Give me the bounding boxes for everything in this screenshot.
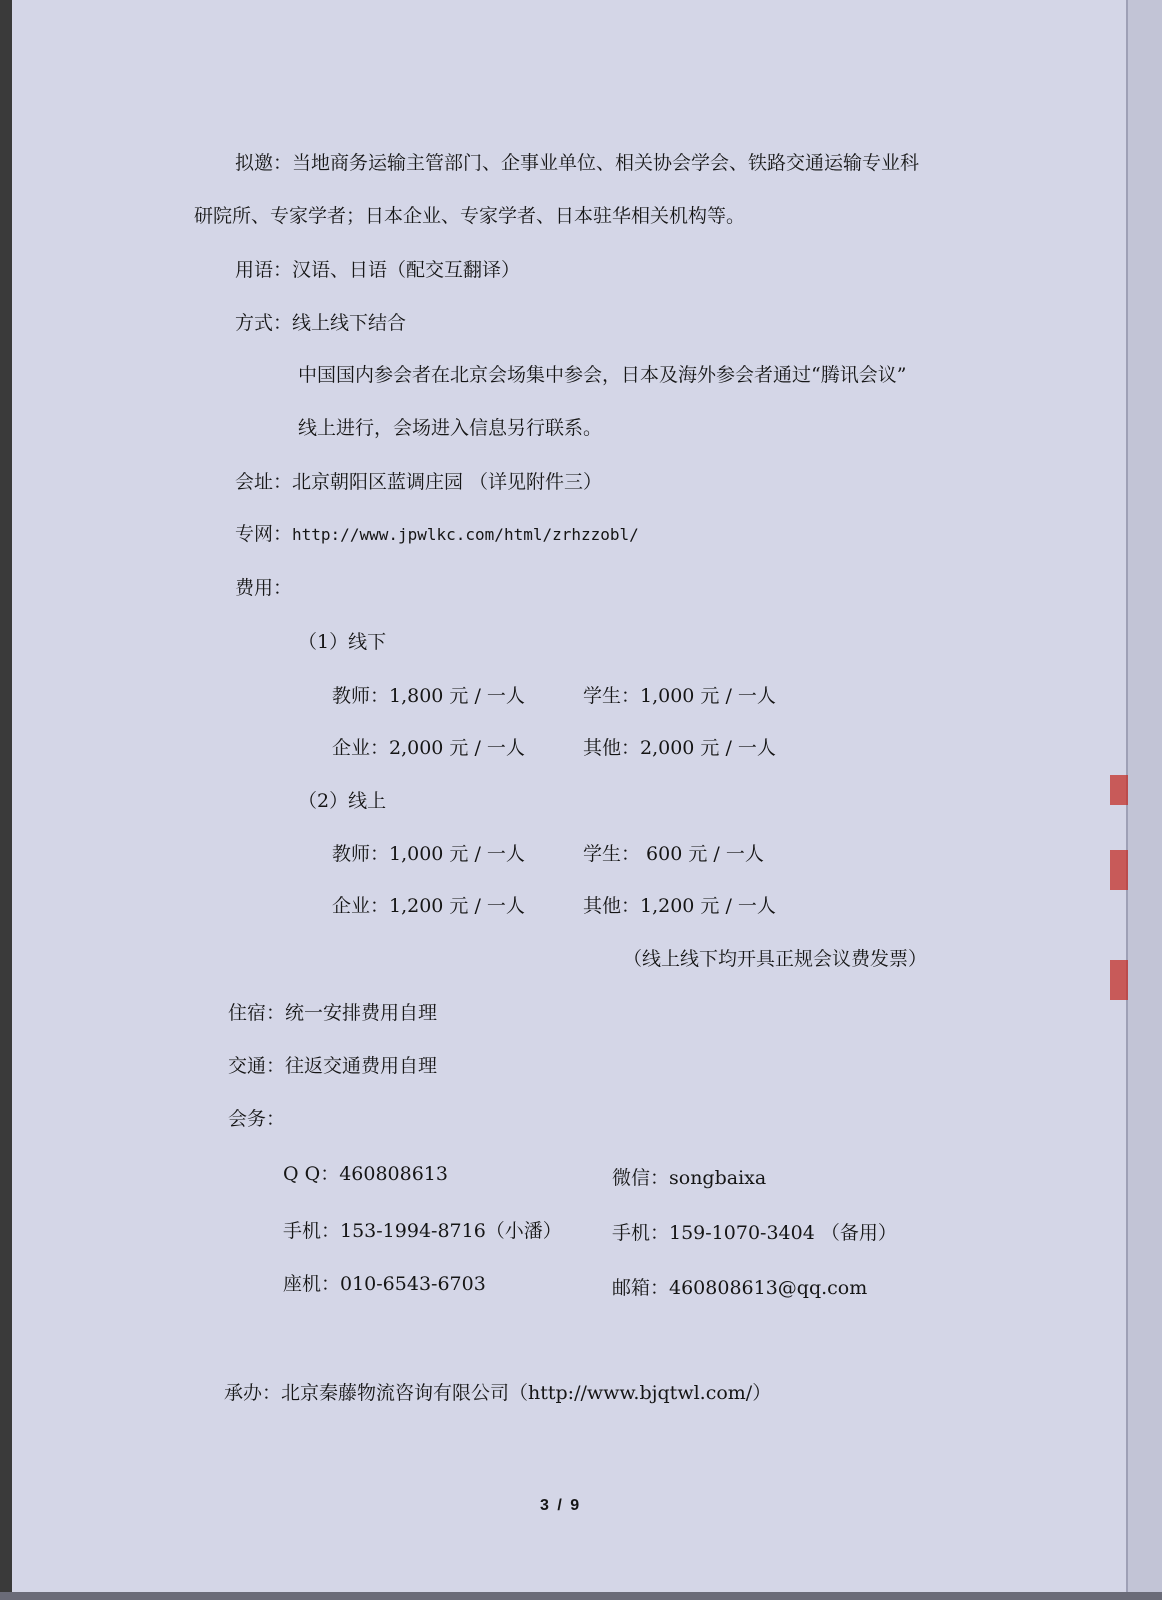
seal-stamp-fragment — [1110, 850, 1128, 890]
page-number: 3 / 9 — [540, 1497, 582, 1514]
organizer-line — [224, 1380, 771, 1406]
language-label: 用语： — [235, 259, 293, 281]
format-line — [235, 310, 406, 336]
lodging-line — [228, 1000, 437, 1026]
invite-line — [235, 150, 919, 176]
venue-label: 会址： — [235, 471, 293, 493]
transport-line — [228, 1053, 437, 1079]
contact-email: 邮箱：460808613@qq.com — [612, 1277, 868, 1299]
contact-wechat: 微信：songbaixa — [612, 1167, 767, 1189]
invite-label: 拟邀： — [235, 152, 293, 174]
language-text: 汉语、日语（配交互翻译） — [292, 259, 521, 281]
format-detail-2: 线上进行，会场进入信息另行联系。 — [298, 417, 603, 439]
seal-stamp-fragment — [1110, 960, 1128, 1000]
transport-label: 交通： — [228, 1055, 286, 1077]
page-edge — [1126, 0, 1162, 1600]
fee-online-other: 其他：1,200 元 / 一人 — [583, 895, 776, 917]
organizer-label: 承办： — [224, 1382, 282, 1404]
invite-cont: 研院所、专家学者；日本企业、专家学者、日本驻华相关机构等。 — [194, 205, 746, 227]
fees-label: 费用： — [235, 577, 293, 599]
affairs-label: 会务： — [228, 1108, 286, 1130]
venue-text: 北京朝阳区蓝调庄园 （详见附件三） — [292, 471, 603, 493]
fees-offline-title: （1）线下 — [298, 631, 387, 653]
fee-offline-other: 其他：2,000 元 / 一人 — [583, 737, 776, 759]
fee-online-student: 学生： 600 元 / 一人 — [583, 843, 764, 865]
seal-stamp-fragment — [1110, 775, 1128, 805]
invite-text: 当地商务运输主管部门、企事业单位、相关协会学会、铁路交通运输专业科 — [292, 152, 920, 174]
fee-online-company: 企业：1,200 元 / 一人 — [332, 895, 525, 917]
format-text: 线上线下结合 — [292, 312, 407, 334]
fee-offline-teacher: 教师：1,800 元 / 一人 — [332, 685, 525, 707]
contact-qq: Q Q：460808613 — [283, 1163, 448, 1185]
lodging-label: 住宿： — [228, 1002, 286, 1024]
format-detail-1: 中国国内参会者在北京会场集中参会，日本及海外参会者通过“腾讯会议” — [298, 364, 907, 386]
document-page — [12, 0, 1137, 1598]
transport-text: 往返交通费用自理 — [285, 1055, 438, 1077]
fee-offline-student: 学生：1,000 元 / 一人 — [583, 685, 776, 707]
contact-mobile-1: 手机：153-1994-8716（小潘） — [283, 1220, 562, 1242]
format-label: 方式： — [235, 312, 293, 334]
page-edge-bottom — [0, 1592, 1162, 1600]
lodging-text: 统一安排费用自理 — [285, 1002, 438, 1024]
website-url: http://www.jpwlkc.com/html/zrhzzobl/ — [292, 525, 639, 544]
organizer-text: 北京秦藤物流咨询有限公司（http://www.bjqtwl.com/） — [281, 1382, 772, 1404]
venue-line — [235, 469, 602, 495]
fees-online-title: （2）线上 — [298, 790, 387, 812]
website-label: 专网： — [235, 523, 293, 545]
fee-offline-company: 企业：2,000 元 / 一人 — [332, 737, 525, 759]
contact-landline: 座机：010-6543-6703 — [283, 1273, 486, 1295]
contact-mobile-2: 手机：159-1070-3404 （备用） — [612, 1222, 897, 1244]
website-line — [235, 521, 639, 548]
fees-note: （线上线下均开具正规会议费发票） — [623, 948, 928, 970]
language-line — [235, 257, 520, 283]
fee-online-teacher: 教师：1,000 元 / 一人 — [332, 843, 525, 865]
